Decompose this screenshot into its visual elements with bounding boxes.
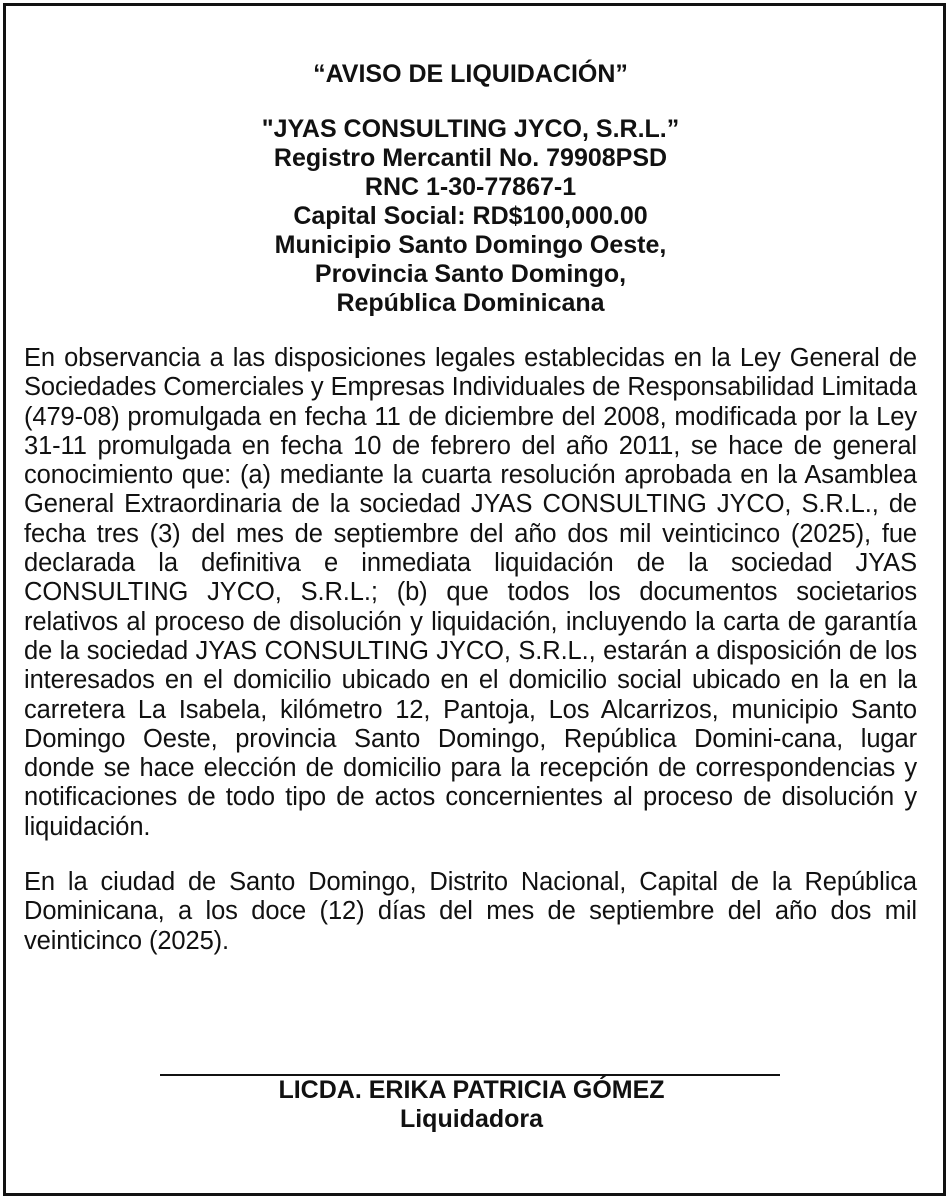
notice-document bbox=[24, 60, 917, 982]
company-capital: Capital Social: RD$100,000.00 bbox=[293, 202, 648, 230]
company-municipality: Municipio Santo Domingo Oeste, bbox=[274, 231, 667, 259]
company-header bbox=[24, 115, 917, 318]
body-paragraph-1: En observancia a las disposiciones legales establecidas en la Ley General de Sociedades Comerciales y Empresas Individuales de Responsabilidad Limitada (479-08) promulgada en fecha 11 de diciembre del 2008, modificada por la Ley 31-11 promulgada en fecha 10 de febrero del año 2011, se hace de general conocimiento que: (a) mediante la cuarta resolución aprobada en la Asamblea General Extraordinaria de la sociedad JYAS CONSULTING JYCO, S.R.L., de fecha tres (3) del mes de septiembre del año dos mil veinticinco (2025), fue declarada la definitiva e inmediata liquidación de la sociedad JYAS CONSULTING JYCO, S.R.L.; (b) que todos los documentos societarios relativos al proceso de disolución y liquidación, incluyendo la carta de garantía de la sociedad JYAS CONSULTING JYCO, S.R.L., estarán a disposición de los interesados en el domicilio ubicado en el domicilio social ubicado en la en la carretera La Isabela, kilómetro 12, Pantoja, Los Alcarrizos, municipio Santo Domingo Oeste, provincia Santo Domingo, República Domini-cana, lugar donde se hace elección de domicilio para la recepción de correspondencias y notificaciones de todo tipo de actos concernientes al proceso de disolución y liquidación. bbox=[24, 344, 917, 841]
signature-block bbox=[0, 1076, 943, 1134]
notice-title: “AVISO DE LIQUIDACIÓN” bbox=[313, 60, 628, 88]
signatory-name: LICDA. ERIKA PATRICIA GÓMEZ bbox=[278, 1076, 665, 1104]
signatory-role: Liquidadora bbox=[399, 1105, 544, 1133]
company-name: "JYAS CONSULTING JYCO, S.R.L.” bbox=[261, 115, 680, 143]
body-paragraph-2: En la ciudad de Santo Domingo, Distrito Nacional, Capital de la República Dominicana, a los doce (12) días del mes de septiembre del año dos mil veinticinco (2025). bbox=[24, 868, 917, 955]
company-province: Provincia Santo Domingo, bbox=[314, 260, 627, 288]
company-rnc: RNC 1-30-77867-1 bbox=[364, 173, 577, 201]
company-registry: Registro Mercantil No. 79908PSD bbox=[273, 144, 668, 172]
company-country: República Dominicana bbox=[336, 289, 605, 317]
